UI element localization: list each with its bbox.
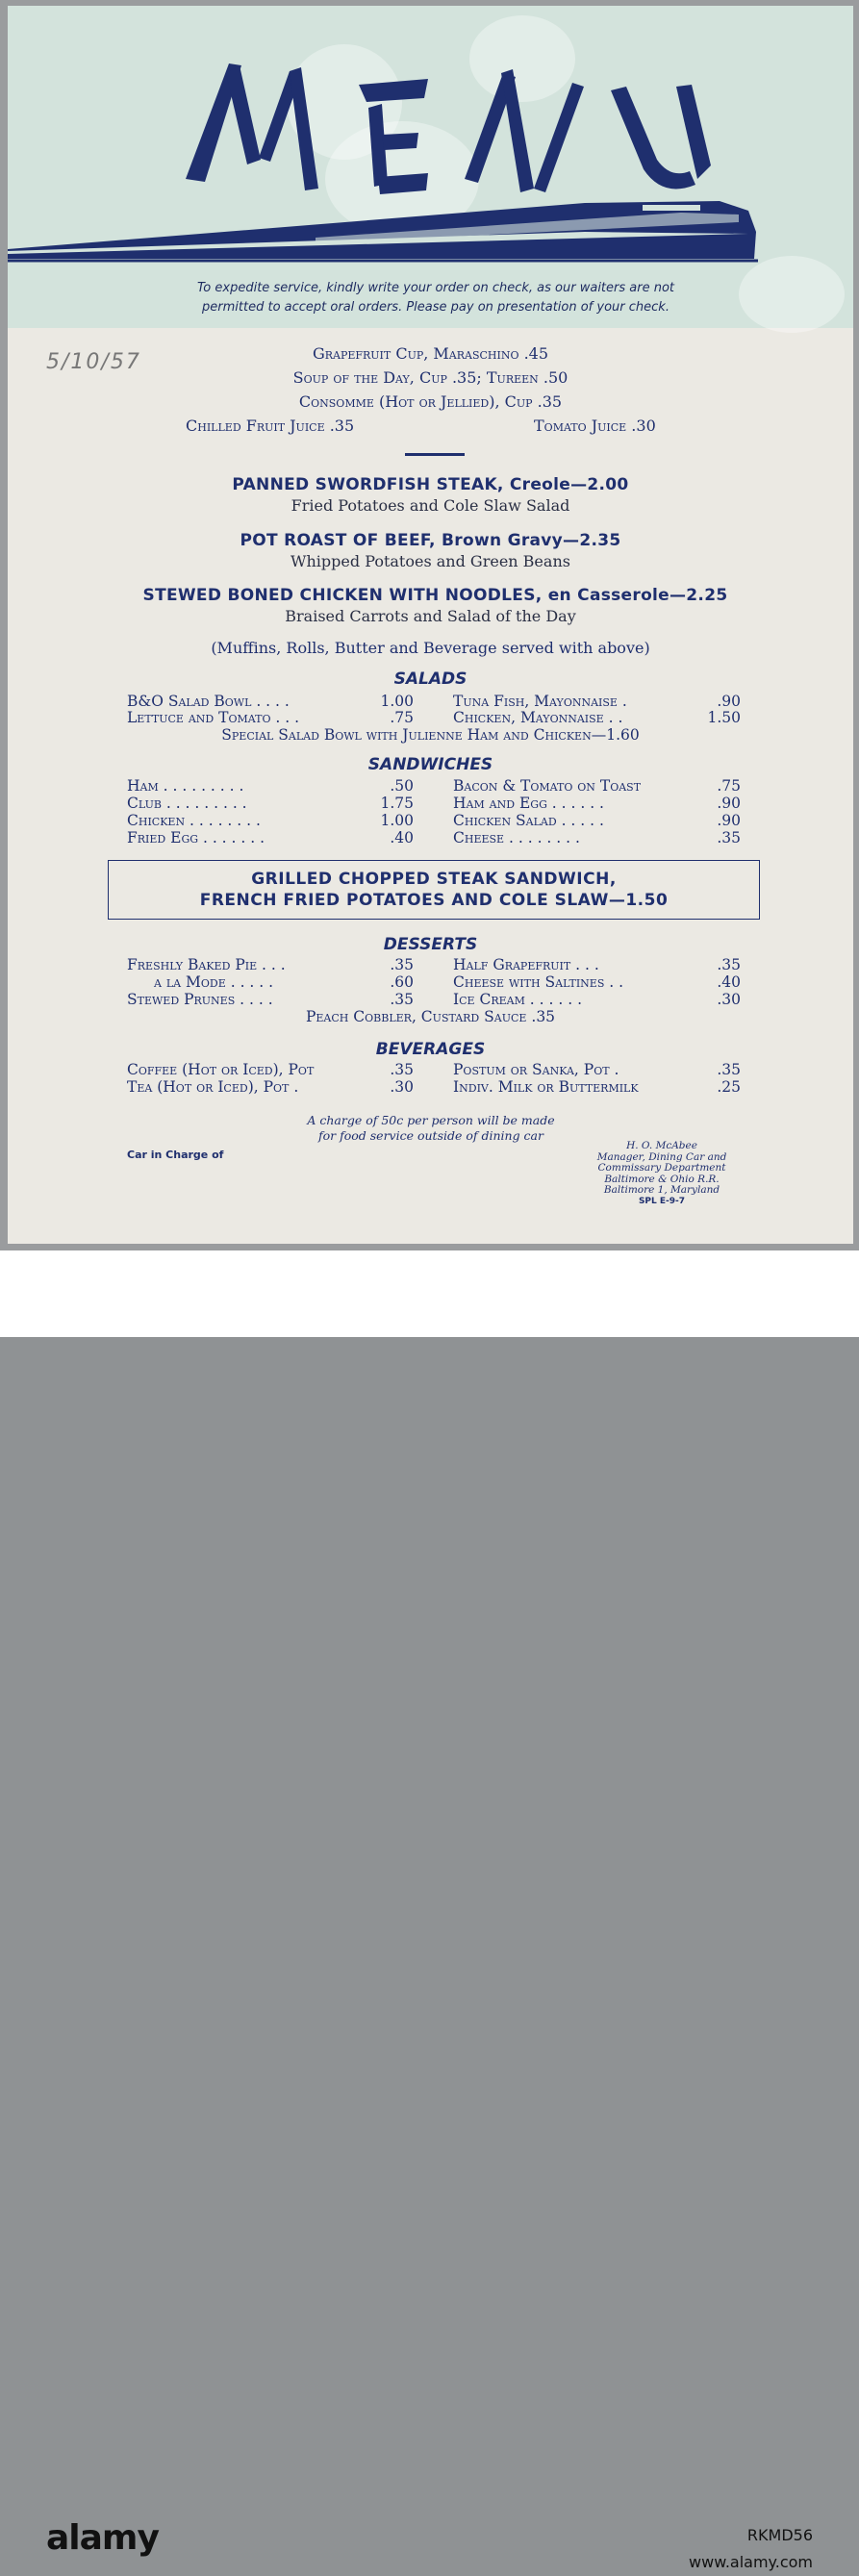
manager-line: H. O. McAbee [626,1140,697,1151]
menu-item-price: 1.75 [380,795,414,812]
menu-item-name: Half Grapefruit . . . [453,956,599,973]
entree-sides: Whipped Potatoes and Green Beans [291,552,570,570]
starter-juice-left: Chilled Fruit Juice .35 [186,417,355,435]
menu-item-name: Club . . . . . . . . . [127,795,247,812]
stock-photo-footer [0,1250,859,2571]
menu-item-price: 1.00 [380,693,414,710]
special-box-line2: FRENCH FRIED POTATOES AND COLE SLAW—1.50 [199,891,669,910]
alamy-logo: alamy [46,2518,159,2558]
menu-item-price: .35 [390,1061,414,1078]
menu-item-name: Postum or Sanka, Pot . [453,1061,619,1078]
divider [405,453,465,456]
menu-item-name: Bacon & Tomato on Toast [453,777,642,795]
stock-image-info [689,2522,813,2576]
entree-sides: Fried Potatoes and Cole Slaw Salad [291,496,570,515]
menu-item-name: Chicken . . . . . . . . [127,812,261,829]
menu-item-price: 1.00 [380,812,414,829]
menu-item-price: .30 [390,1078,414,1096]
manager-line: Baltimore & Ohio R.R. [604,1173,720,1185]
handwritten-date: 5/10/57 [46,350,141,374]
entree-sides: Braised Carrots and Salad of the Day [285,607,576,625]
scan-frame [0,0,859,1250]
menu-item-price: .30 [717,991,741,1008]
menu-item-price: .50 [390,777,414,795]
menu-item-price: .90 [717,795,741,812]
form-code: SPL E-9-7 [638,1196,686,1206]
menu-item-price: .90 [717,812,741,829]
starter-line: Soup of the Day, Cup .35; Tureen .50 [292,368,568,387]
menu-item-price: .25 [717,1078,741,1096]
menu-item-name: Ham and Egg . . . . . . [453,795,604,812]
menu-item-price: .35 [390,956,414,973]
menu-item-price: .75 [390,709,414,726]
special-box-line1: GRILLED CHOPPED STEAK SANDWICH, [251,870,617,889]
starter-line: Consomme (Hot or Jellied), Cup .35 [298,392,563,411]
ordering-instructions [65,279,806,317]
ordering-instructions-line2: permitted to accept oral orders. Please pay on presentation of your check. [202,300,670,315]
outside-service-charge-note [258,1113,604,1144]
ordering-instructions-line1: To expedite service, kindly write your order on check, as our waiters are not [196,281,675,295]
menu-item-name: Fried Egg . . . . . . . [127,829,265,846]
menu-item-name: Stewed Prunes . . . . [127,991,273,1008]
manager-line: Baltimore 1, Maryland [603,1184,720,1196]
menu-item-name: Cheese . . . . . . . . [453,829,580,846]
menu-item-name: a la Mode . . . . . [154,973,274,991]
menu-item-price: .35 [390,991,414,1008]
menu-item-price: 1.50 [707,709,741,726]
streamliner-train-graphic [8,193,768,270]
starter-line: Grapefruit Cup, Maraschino .45 [312,344,549,363]
manager-line: Manager, Dining Car and [596,1150,727,1163]
entree-title: STEWED BONED CHICKEN WITH NOODLES, en Casserole—2.25 [142,586,728,605]
manager-signature-block [575,1141,748,1207]
charge-line1: A charge of 50c per person will be made [307,1113,555,1127]
menu-item-name: Tuna Fish, Mayonnaise . [453,693,627,710]
menu-item-name: Indiv. Milk or Buttermilk [453,1078,639,1096]
menu-item-price: .90 [717,693,741,710]
menu-item-name: Chicken Salad . . . . . [453,812,604,829]
menu-card [8,6,853,1244]
starter-juice-right: Tomato Juice .30 [534,417,656,435]
menu-item-name: Ham . . . . . . . . . [127,777,244,795]
menu-item-name: B&O Salad Bowl . . . . [127,693,290,710]
salads-heading: SALADS [393,669,467,689]
menu-item-price: .60 [390,973,414,991]
beverages-heading: BEVERAGES [375,1040,486,1059]
menu-item-price: .35 [717,1061,741,1078]
stock-url: www.alamy.com [689,2553,813,2571]
sandwiches-heading: SANDWICHES [367,755,493,774]
menu-item-name: Tea (Hot or Iced), Pot . [127,1078,299,1096]
menu-item-price: .35 [717,956,741,973]
menu-header [8,6,853,328]
desserts-heading: DESSERTS [383,935,478,954]
car-in-charge-label: Car in Charge of [127,1149,224,1161]
menu-item-name: Freshly Baked Pie . . . [127,956,286,973]
menu-item-price: .40 [390,829,414,846]
special-salad-bowl: Special Salad Bowl with Julienne Ham and Chicken—1.60 [221,726,640,744]
stock-image-id: RKMD56 [746,2526,813,2544]
menu-item-price: .35 [717,829,741,846]
entree-title: POT ROAST OF BEEF, Brown Gravy—2.35 [240,531,621,550]
charge-line2: for food service outside of dining car [318,1128,543,1143]
menu-item-name: Cheese with Saltines . . [453,973,624,991]
menu-item-name: Ice Cream . . . . . . [453,991,582,1008]
steak-sandwich-special-box [108,860,760,920]
menu-item-name: Chicken, Mayonnaise . . [453,709,623,726]
manager-line: Commissary Department [597,1162,726,1174]
peach-cobbler-line: Peach Cobbler, Custard Sauce .35 [305,1008,556,1025]
menu-item-price: .75 [717,777,741,795]
menu-item-name: Coffee (Hot or Iced), Pot [127,1061,315,1078]
menu-title-logo [176,44,734,208]
entree-note: (Muffins, Rolls, Butter and Beverage served with above) [211,639,650,657]
menu-item-price: .40 [717,973,741,991]
menu-item-name: Lettuce and Tomato . . . [127,709,300,726]
entree-title: PANNED SWORDFISH STEAK, Creole—2.00 [232,475,629,494]
